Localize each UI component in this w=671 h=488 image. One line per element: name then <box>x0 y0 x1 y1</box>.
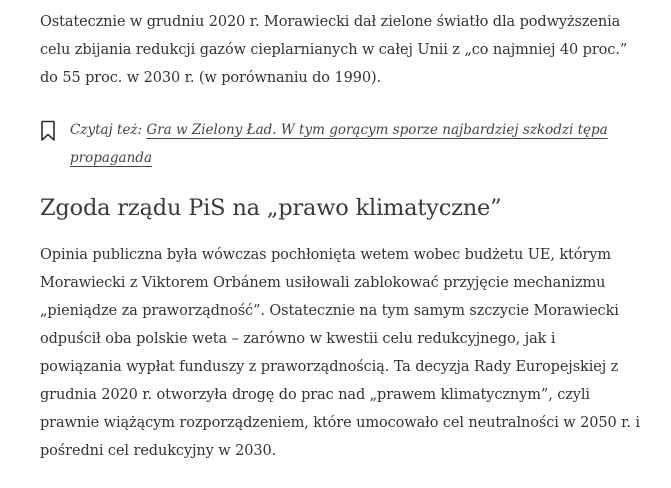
bookmark-icon[interactable] <box>40 120 56 142</box>
read-also-link[interactable]: Gra w Zielony Ład. W tym gorącym sporze najbardziej szkodzi tępa propaganda <box>70 122 608 166</box>
read-also-text <box>70 116 630 172</box>
article-body <box>40 0 640 465</box>
section-heading: Zgoda rządu PiS na „prawo klimatyczne” <box>40 195 502 221</box>
read-also-box <box>40 116 630 172</box>
article-paragraph: Opinia publiczna była wówczas pochłonięta wetem wobec budżetu UE, którym Morawiecki z Viktorem Orbánem usiłowali zablokować przyjęcie mechanizmu „pieniądze za praworządność”. Ostatecznie na tym samym szczycie Morawiecki odpuścił oba polskie weta – zarówno w kwestii celu redukcyjnego, jak i powiązania wypłat funduszy z praworządnością. Ta decyzja Rady Europejskiej z grudnia 2020 r. otworzyła drogę do prac nad „prawem klimatycznym”, czyli prawnie wiążącym rozporządzeniem, które umocowało cel neutralności w 2050 r. i pośredni cel redukcyjny w 2030. <box>40 247 640 459</box>
article-paragraph: Ostatecznie w grudniu 2020 r. Morawiecki dał zielone światło dla podwyższenia celu zbijania redukcji gazów cieplarnianych w całej Unii z „co najmniej 40 proc.” do 55 proc. w 2030 r. (w porównaniu do 1990). <box>40 14 628 86</box>
read-also-prefix: Czytaj też: <box>70 122 143 138</box>
